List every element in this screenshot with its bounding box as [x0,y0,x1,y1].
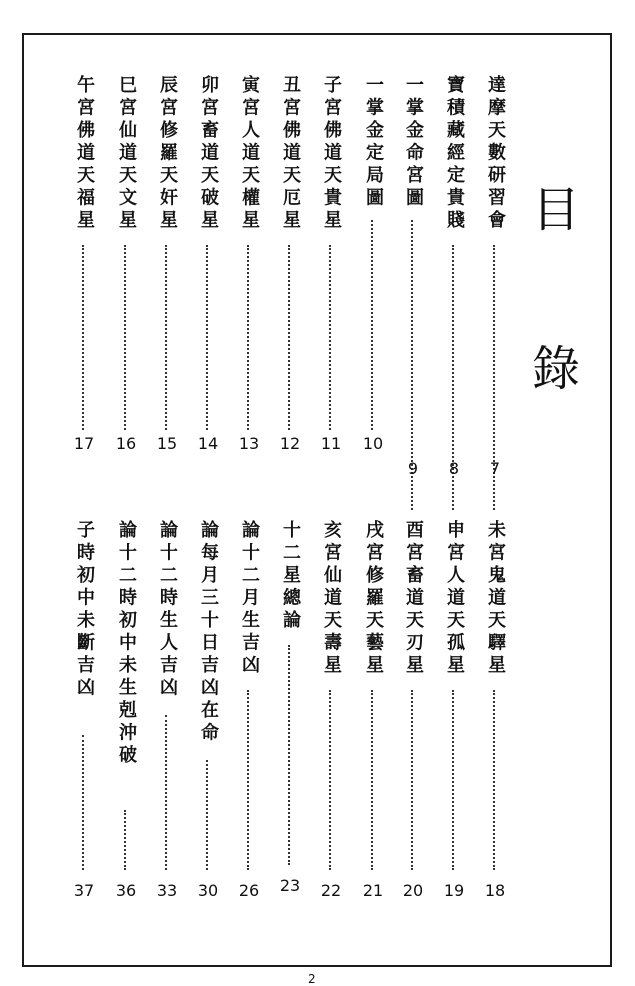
toc-entry-title: 論十二時初中未生剋沖破 [116,520,137,768]
toc-entry-page: 30 [197,881,219,900]
leader-dots [371,690,373,870]
toc-entry-title: 寶積藏經定貴賤 [444,75,465,233]
toc-entry-title: 寅宮人道天權星 [239,75,260,233]
toc-entry-title: 丑宮佛道天厄星 [280,75,301,233]
toc-entry-page: 9 [407,459,419,478]
leader-dots [82,735,84,870]
toc-entry-title: 子宮佛道天貴星 [321,75,342,233]
leader-dots [82,245,84,430]
leader-dots [206,760,208,870]
leader-dots [124,810,126,870]
toc-entry-page: 23 [279,876,301,895]
toc-entry-title: 一掌金定局圖 [363,75,384,210]
toc-entry-title: 達摩天數研習會 [485,75,506,233]
toc-entry-page: 15 [156,434,178,453]
toc-entry-title: 申宮人道天孤星 [444,520,465,678]
toc-entry-title: 辰宮修羅天奸星 [157,75,178,233]
toc-entry-page: 37 [73,881,95,900]
leader-dots [371,220,373,430]
toc-entry-page: 20 [402,881,424,900]
leader-dots [165,715,167,870]
leader-dots [247,690,249,870]
leader-dots [329,245,331,430]
toc-entry-title: 亥宮仙道天壽星 [321,520,342,678]
toc-entry-page: 7 [489,459,501,478]
toc-entry-title: 子時初中未斷吉凶 [74,520,95,700]
leader-dots [165,245,167,430]
toc-entry-page: 17 [73,434,95,453]
toc-entry-title: 巳宮仙道天文星 [116,75,137,233]
toc-entry-page: 13 [238,434,260,453]
leader-dots [493,690,495,870]
toc-entry-title: 戌宮修羅天藝星 [363,520,384,678]
toc-entry-page: 10 [362,434,384,453]
page-folio: 2 [308,972,316,986]
toc-entry-title: 一掌金命宮圖 [403,75,424,210]
leader-dots [206,245,208,430]
toc-entry-page: 8 [448,459,460,478]
leader-dots [329,690,331,870]
leader-dots [124,245,126,430]
toc-entry-title: 論每月三十日吉凶在命 [198,520,219,745]
toc-entry-title: 午宮佛道天福星 [74,75,95,233]
toc-entry-page: 11 [320,434,342,453]
toc-title-char-2: 錄 [532,341,581,397]
leader-dots [288,645,290,865]
toc-entry-title: 十二星總論 [280,520,301,633]
toc-entry-page: 21 [362,881,384,900]
toc-entry-page: 26 [238,881,260,900]
leader-dots [288,245,290,430]
leader-dots [452,690,454,870]
toc-entry-title: 論十二時生人吉凶 [157,520,178,700]
page-frame [22,33,612,967]
toc-entry-page: 18 [484,881,506,900]
toc-entry-title: 酉宮畜道天刃星 [403,520,424,678]
toc-entry-title: 論十二月生吉凶 [239,520,260,678]
toc-entry-title: 未宮鬼道天驛星 [485,520,506,678]
toc-entry-title: 卯宮畜道天破星 [198,75,219,233]
toc-title-char-1: 目 [532,182,581,238]
toc-entry-page: 33 [156,881,178,900]
toc-entry-page: 16 [115,434,137,453]
toc-entry-page: 14 [197,434,219,453]
toc-entry-page: 22 [320,881,342,900]
toc-entry-page: 36 [115,881,137,900]
toc-entry-page: 12 [279,434,301,453]
leader-dots [411,690,413,870]
toc-entry-page: 19 [443,881,465,900]
leader-dots [247,245,249,430]
